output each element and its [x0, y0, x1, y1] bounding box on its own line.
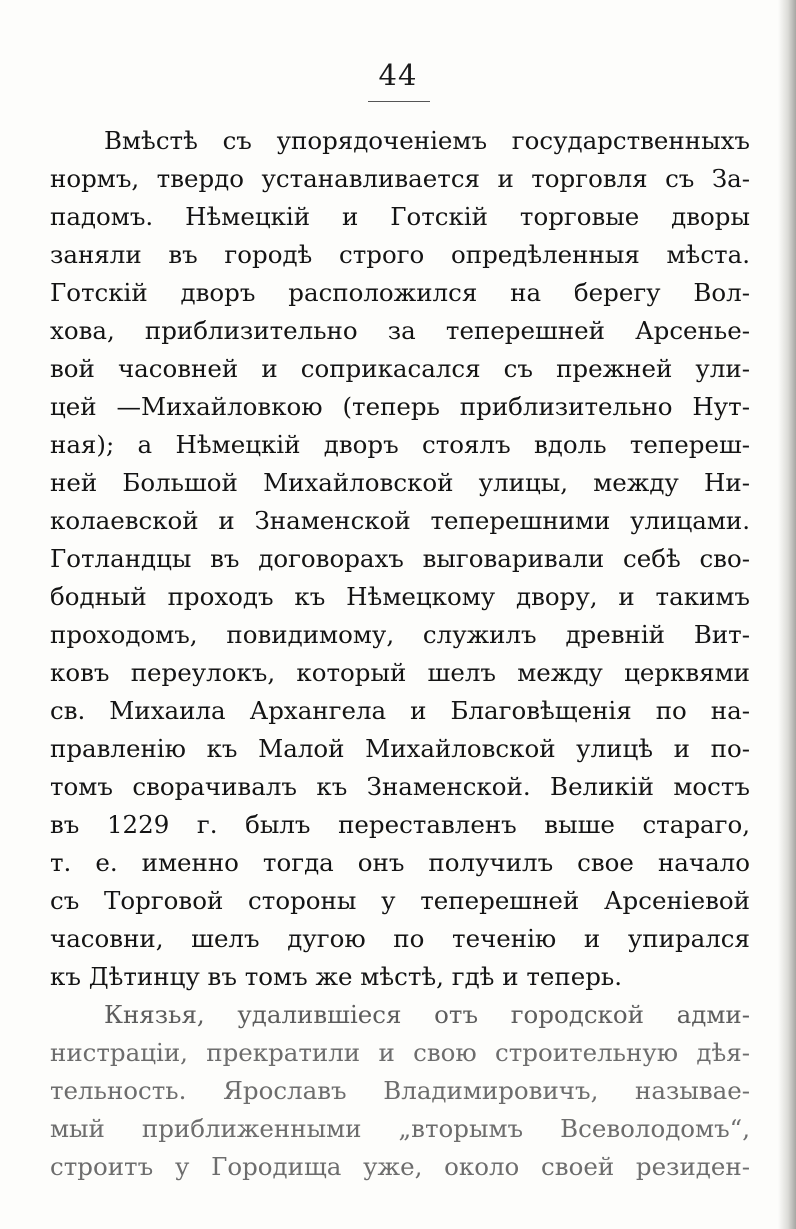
text-line: Князья, удалившіеся отъ городской адми-	[104, 1000, 750, 1029]
text-line: Готскій дворъ расположился на берегу Вол-	[50, 278, 750, 307]
text-line: мый приближенными „вторымъ Всеволодомъ“,	[50, 1114, 750, 1143]
text-line: падомъ. Нѣмецкій и Готскій торговые дворы	[50, 202, 750, 231]
page-number-rule	[368, 101, 430, 102]
text-line: нистраціи, прекратили и свою строительную дѣя-	[50, 1038, 750, 1067]
body-text	[50, 122, 750, 1186]
text-line: Вмѣстѣ съ упорядоченіемъ государственныхъ	[104, 126, 750, 155]
text-line: ней Большой Михайловской улицы, между Ни-	[50, 468, 750, 497]
text-line: св. Михаила Архангела и Благовѣщенія по на-	[50, 696, 750, 725]
text-line: заняли въ городѣ строго опредѣленныя мѣста.	[50, 240, 750, 269]
text-line: въ 1229 г. былъ переставленъ выше стараго,	[50, 810, 750, 839]
text-line: т. е. именно тогда онъ получилъ свое начало	[50, 848, 750, 877]
text-line: бодный проходъ къ Нѣмецкому двору, и такимъ	[50, 582, 750, 611]
text-line: проходомъ, повидимому, служилъ древній Вит-	[50, 620, 750, 649]
text-line: хова, приблизительно за теперешней Арсенье-	[50, 316, 750, 345]
text-line: ковъ переулокъ, который шелъ между церквями	[50, 658, 750, 687]
text-line: Готландцы въ договорахъ выговаривали себѣ сво-	[50, 544, 750, 573]
text-line: часовни, шелъ дугою по теченію и упирался	[50, 924, 750, 953]
text-line: къ Дѣтинцу въ томъ же мѣстѣ, гдѣ и теперь.	[50, 962, 623, 991]
text-line: ная); а Нѣмецкій дворъ стоялъ вдоль тепереш-	[50, 430, 750, 459]
paragraph	[50, 122, 750, 996]
text-line: колаевской и Знаменской теперешними улицами.	[50, 506, 750, 535]
text-line: строитъ у Городища уже, около своей резиден-	[50, 1152, 750, 1181]
text-line: вой часовней и соприкасался съ прежней ули-	[50, 354, 750, 383]
text-line: цей —Михайловкою (теперь приблизительно Нут-	[50, 392, 750, 421]
text-line: правленію къ Малой Михайловской улицѣ и по-	[50, 734, 750, 763]
text-line: нормъ, твердо устанавливается и торговля съ За-	[50, 164, 750, 193]
text-line: съ Торговой стороны у теперешней Арсеніевой	[50, 886, 750, 915]
paragraph	[50, 996, 750, 1186]
page-number: 44	[378, 58, 418, 92]
text-line: тельность. Ярославъ Владимировичъ, называе-	[50, 1076, 750, 1105]
text-line: томъ сворачивалъ къ Знаменской. Великій мостъ	[50, 772, 750, 801]
page-edge-shadow	[778, 0, 796, 1229]
